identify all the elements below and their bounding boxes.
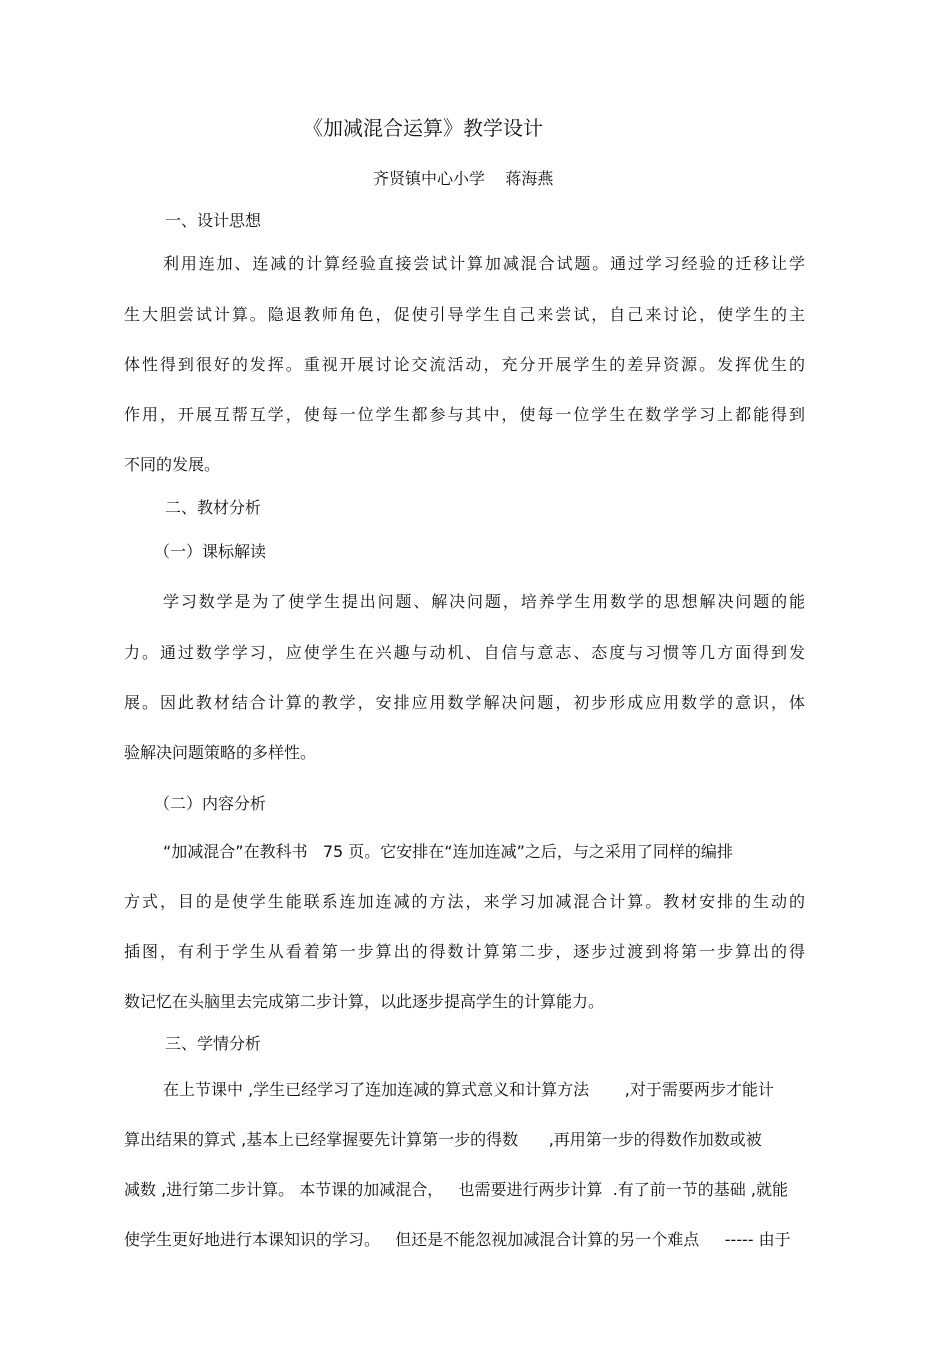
paragraph-line: “加减混合”在教科书 75 页。它安排在“连加连减”之后，与之采用了同样的编排 xyxy=(163,842,733,861)
paragraph-line: 展。因此教材结合计算的教学，安排应用数学解决问题，初步形成应用数学的意识，体 xyxy=(124,693,805,712)
paragraph-line: 在上节课中 ,学生已经学习了连加连减的算式意义和计算方法 ,对于需要两步才能计 xyxy=(163,1080,774,1099)
paragraph-line: 作用，开展互帮互学，使每一位学生都参与其中，使每一位学生在数学学习上都能得到 xyxy=(124,405,805,424)
section-heading: 一、设计思想 xyxy=(165,211,262,230)
paragraph-line: 不同的发展。 xyxy=(124,455,221,474)
paragraph-line: 数记忆在头脑里去完成第二步计算，以此逐步提高学生的计算能力。 xyxy=(124,992,605,1011)
section-heading: 二、教材分析 xyxy=(165,498,262,517)
subsection-heading: （一）课标解读 xyxy=(154,542,267,561)
subsection-heading: （二）内容分析 xyxy=(154,794,267,813)
paragraph-line: 利用连加、连减的计算经验直接尝试计算加减混合试题。通过学习经验的迁移让学 xyxy=(163,254,805,273)
author-line: 齐贤镇中心小学 蒋海燕 xyxy=(373,169,554,188)
paragraph-line: 使学生更好地进行本课知识的学习。 但还是不能忽视加减混合计算的另一个难点 ----- 由于 xyxy=(124,1230,791,1249)
paragraph-line: 生大胆尝试计算。隐退教师角色，促使引导学生自己来尝试，自己来讨论，使学生的主 xyxy=(124,305,805,324)
paragraph-line: 学习数学是为了使学生提出问题、解决问题，培养学生用数学的思想解决问题的能 xyxy=(163,592,805,611)
document-title: 《加减混合运算》教学设计 xyxy=(303,116,543,140)
paragraph-line: 减数 ,进行第二步计算。 本节课的加减混合， 也需要进行两步计算 .有了前一节的基础 ,就能 xyxy=(124,1180,788,1199)
paragraph-line: 插图，有利于学生从看着第一步算出的得数计算第二步，逐步过渡到将第一步算出的得 xyxy=(124,942,805,961)
paragraph-line: 体性得到很好的发挥。重视开展讨论交流活动，充分开展学生的差异资源。发挥优生的 xyxy=(124,355,805,374)
paragraph-line: 算出结果的算式 ,基本上已经掌握要先计算第一步的得数 ,再用第一步的得数作加数或被 xyxy=(124,1130,762,1149)
paragraph-line: 验解决问题策略的多样性。 xyxy=(124,743,317,762)
section-heading: 三、学情分析 xyxy=(165,1034,262,1053)
paragraph-line: 方式，目的是使学生能联系连加连减的方法，来学习加减混合计算。教材安排的生动的 xyxy=(124,892,805,911)
paragraph-line: 力。通过数学学习，应使学生在兴趣与动机、自信与意志、态度与习惯等几方面得到发 xyxy=(124,643,805,662)
